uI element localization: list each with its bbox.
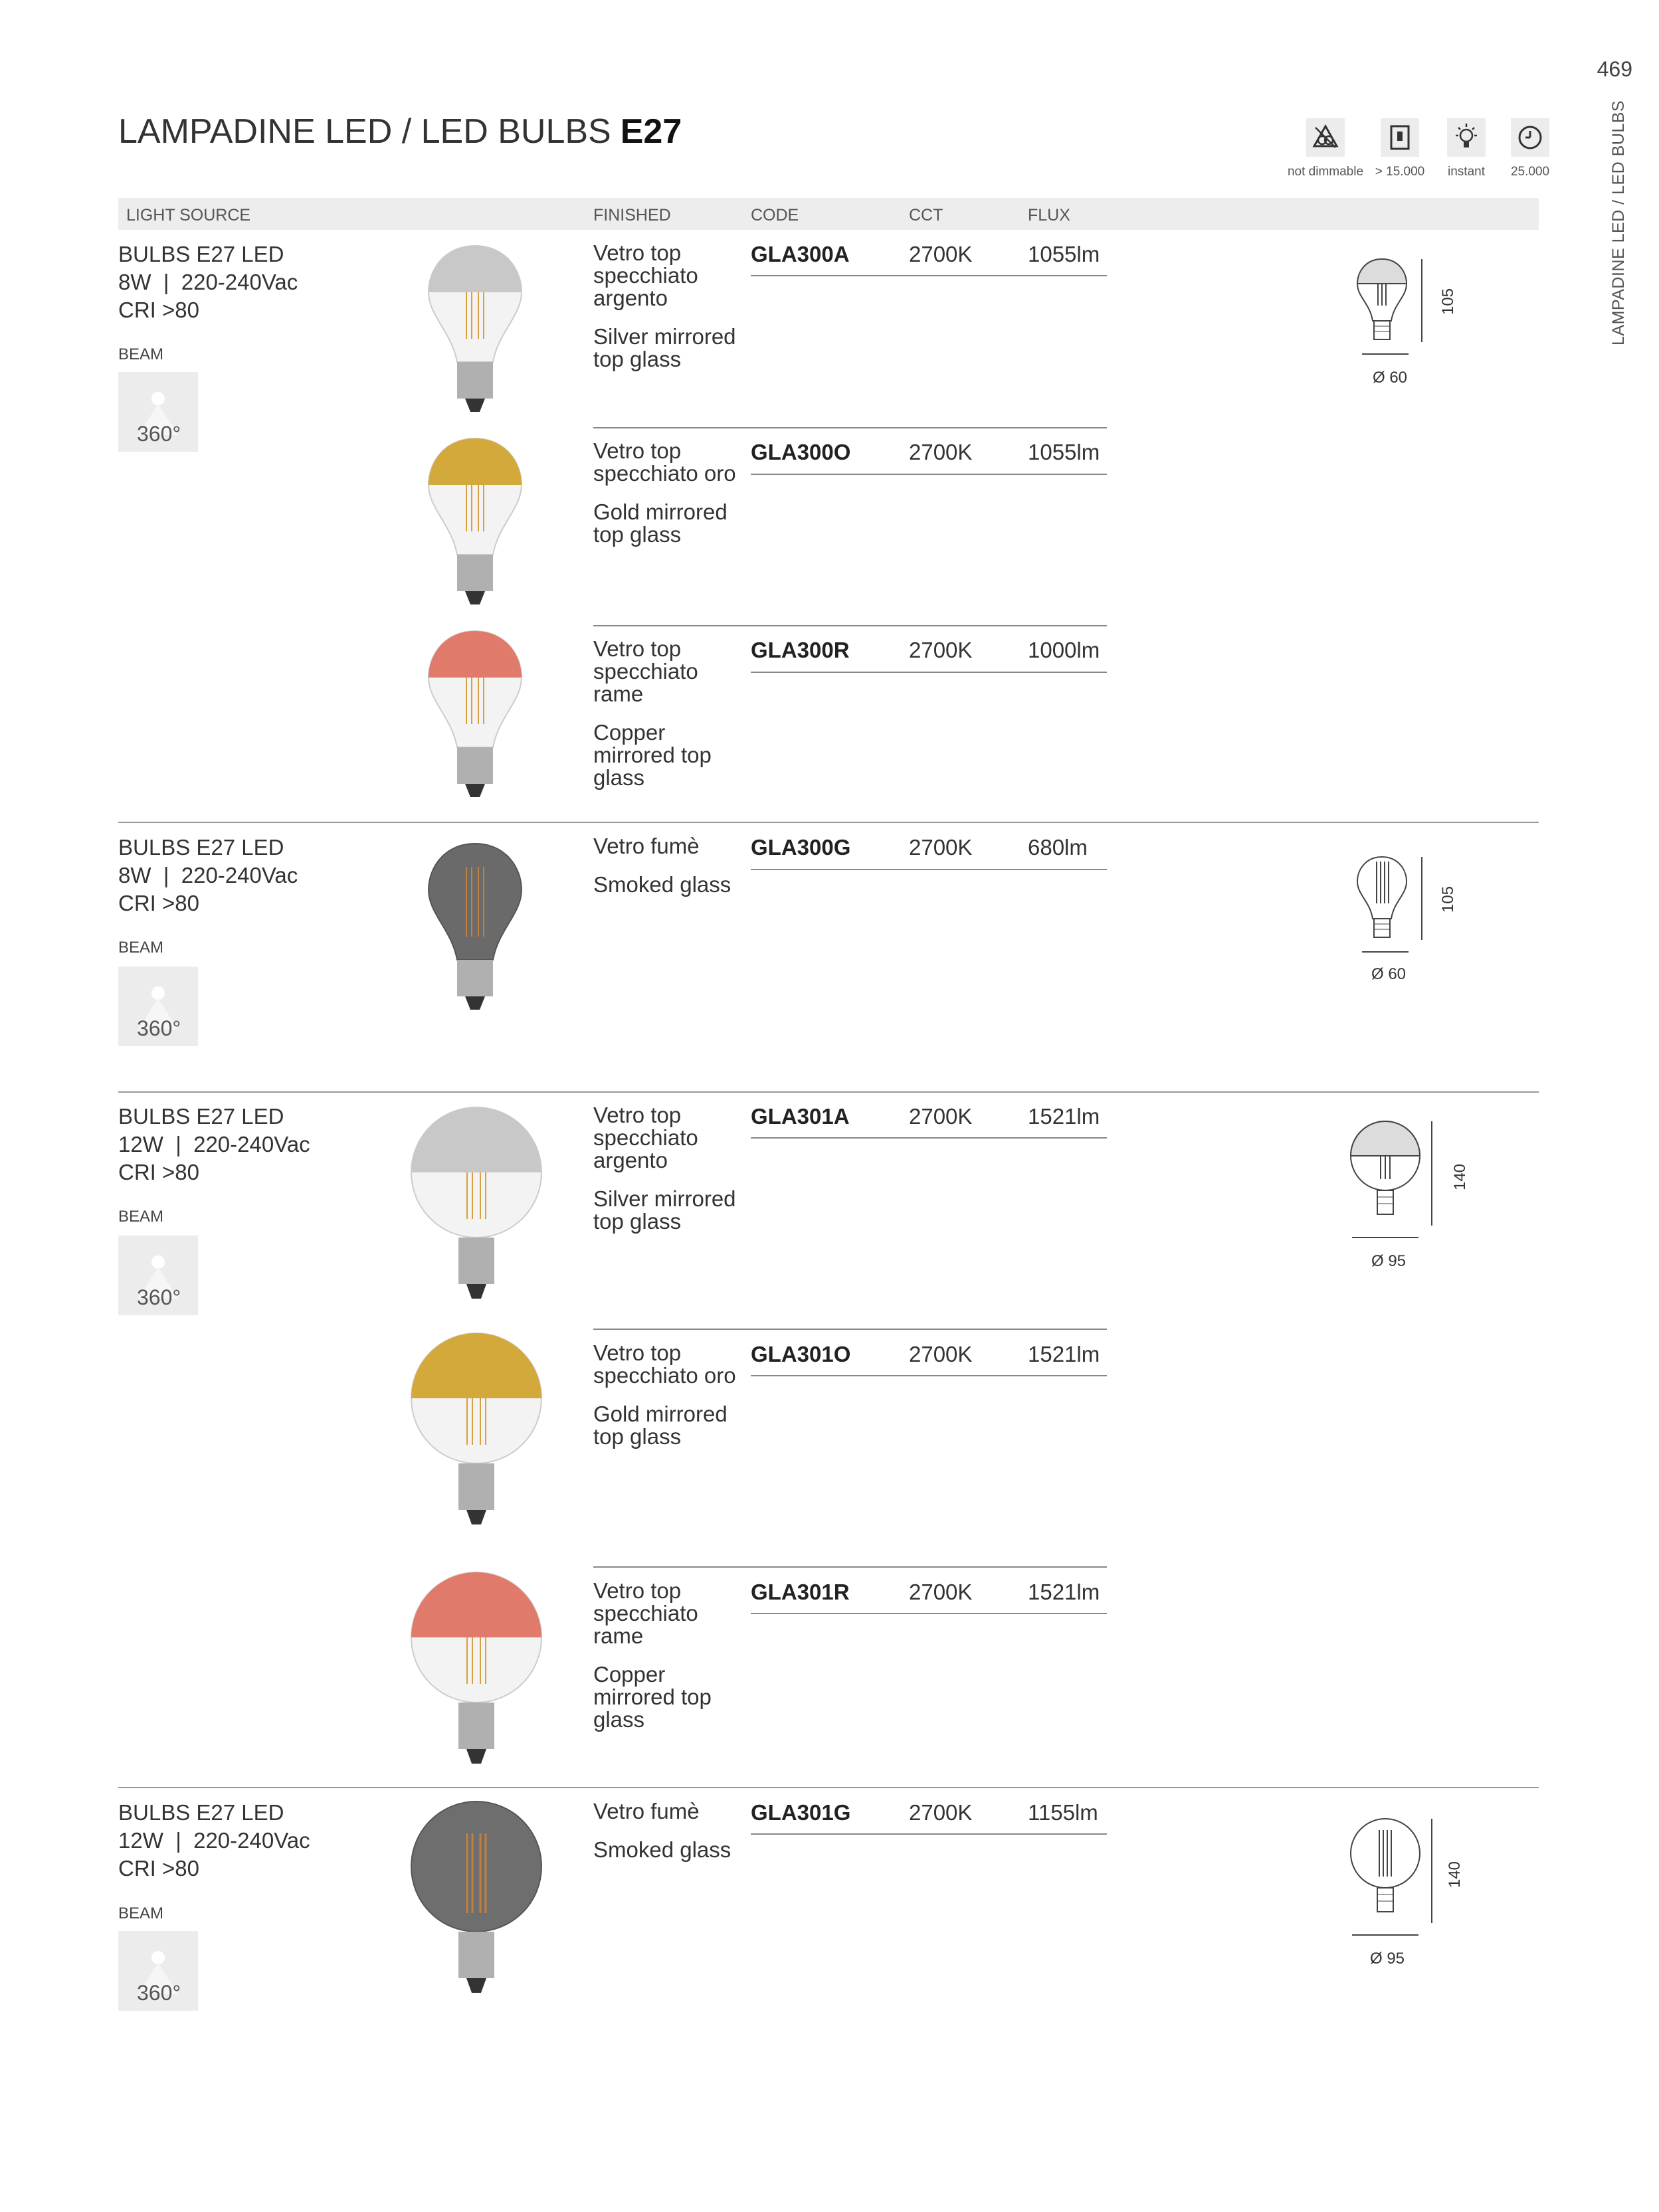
- group-cri: CRI >80: [118, 891, 199, 915]
- group-separator: [118, 1787, 1539, 1788]
- row-separator: [593, 427, 1107, 428]
- beam-value: 360°: [137, 422, 181, 446]
- finish-english: Copper mirrored top glass: [593, 720, 712, 790]
- bulb-copper-a60-image: [425, 628, 525, 800]
- dimension-drawing-g95: [1349, 1119, 1442, 1252]
- side-section-title: LAMPADINE LED / LED BULBS: [1609, 100, 1628, 345]
- finish-italian: Vetro top specchiato argento: [593, 1103, 698, 1172]
- bulb-silver-g95-image: [409, 1106, 545, 1305]
- group-name: BULBS E27 LED: [118, 835, 284, 860]
- row-underline: [751, 1833, 1107, 1835]
- dimension-diameter: Ø 60: [1373, 369, 1408, 387]
- dimension-drawing-a60: [1355, 854, 1435, 960]
- finish-english: Silver mirrored top glass: [593, 1186, 736, 1234]
- product-cct: 2700K: [909, 1342, 973, 1366]
- group-separator: [118, 822, 1539, 823]
- bulb-copper-g95-image: [409, 1571, 545, 1770]
- row-separator: [593, 625, 1107, 626]
- dimension-drawing-a60: [1355, 256, 1435, 362]
- group-separator: [118, 1091, 1539, 1093]
- product-code: GLA300G: [751, 835, 851, 860]
- dimension-height: 140: [1451, 1163, 1470, 1191]
- beam-360-icon: [118, 372, 198, 452]
- bulb-smoked-g95-image: [409, 1800, 545, 1999]
- group-power: 8W | 220-240Vac: [118, 863, 298, 887]
- feature-lifetime: [1487, 118, 1573, 179]
- row-underline: [751, 1137, 1107, 1139]
- group-3-info: [118, 1103, 310, 1186]
- bulb-gold-g95-image: [409, 1332, 545, 1531]
- title-bold: E27: [620, 112, 682, 151]
- row-underline: [751, 672, 1107, 673]
- header-finished: FINISHED: [593, 206, 671, 225]
- row-underline: [751, 474, 1107, 475]
- not-dimmable-icon: [1306, 118, 1345, 157]
- finish-english: Smoked glass: [593, 872, 732, 897]
- beam-value: 360°: [137, 1981, 181, 2005]
- product-cct: 2700K: [909, 1800, 973, 1825]
- finish-description: [593, 638, 726, 789]
- group-2-info: [118, 834, 298, 917]
- bulb-silver-a60-image: [425, 242, 525, 415]
- group-power: 8W | 220-240Vac: [118, 270, 298, 294]
- beam-label: BEAM: [118, 345, 164, 363]
- finish-italian: Vetro top specchiato rame: [593, 636, 698, 706]
- switch-cycles-icon: [1381, 118, 1419, 157]
- header-light-source: LIGHT SOURCE: [126, 206, 251, 225]
- title-main: LAMPADINE LED / LED BULBS: [118, 112, 611, 151]
- product-flux: 1521lm: [1028, 1104, 1100, 1129]
- product-flux: 1521lm: [1028, 1342, 1100, 1366]
- beam-label: BEAM: [118, 1208, 164, 1226]
- row-underline: [751, 869, 1107, 870]
- product-code: GLA301G: [751, 1800, 851, 1825]
- group-power: 12W | 220-240Vac: [118, 1828, 310, 1853]
- beam-360-icon: [118, 1931, 198, 2011]
- feature-label: 25.000: [1510, 165, 1550, 179]
- finish-italian: Vetro fumè: [593, 834, 700, 858]
- product-code: GLA300R: [751, 638, 850, 662]
- finish-description: [593, 1580, 726, 1731]
- product-cct: 2700K: [909, 242, 973, 266]
- product-cct: 2700K: [909, 835, 973, 860]
- dimension-diameter: Ø 95: [1371, 1252, 1407, 1270]
- product-flux: 1055lm: [1028, 440, 1100, 464]
- dimension-height: 140: [1446, 1861, 1464, 1889]
- beam-value: 360°: [137, 1016, 181, 1040]
- header-code: CODE: [751, 206, 799, 225]
- page-title: [118, 112, 682, 151]
- finish-italian: Vetro top specchiato argento: [593, 240, 698, 310]
- dimension-height: 105: [1439, 885, 1458, 913]
- finish-italian: Vetro top specchiato oro: [593, 1340, 736, 1388]
- beam-label: BEAM: [118, 939, 164, 957]
- instant-light-icon: [1447, 118, 1486, 157]
- row-underline: [751, 275, 1107, 276]
- dimension-drawing-g95: [1349, 1817, 1442, 1950]
- product-flux: 1000lm: [1028, 638, 1100, 662]
- row-separator: [593, 1329, 1107, 1330]
- product-cct: 2700K: [909, 440, 973, 464]
- group-1-info: [118, 240, 298, 324]
- feature-label: not dimmable: [1287, 165, 1364, 179]
- product-cct: 2700K: [909, 1580, 973, 1604]
- product-cct: 2700K: [909, 1104, 973, 1129]
- group-power: 12W | 220-240Vac: [118, 1132, 310, 1156]
- beam-360-icon: [118, 967, 198, 1046]
- group-name: BULBS E27 LED: [118, 1800, 284, 1825]
- lifetime-clock-icon: [1511, 118, 1549, 157]
- feature-label: > 15.000: [1375, 165, 1425, 179]
- product-code: GLA301R: [751, 1580, 850, 1604]
- product-code: GLA301O: [751, 1342, 851, 1366]
- header-cct: CCT: [909, 206, 943, 225]
- finish-english: Smoked glass: [593, 1837, 732, 1862]
- row-underline: [751, 1613, 1107, 1614]
- product-code: GLA300O: [751, 440, 851, 464]
- feature-not-dimmable: [1282, 118, 1369, 179]
- bulb-gold-a60-image: [425, 435, 525, 608]
- group-4-info: [118, 1799, 310, 1883]
- product-code: GLA301A: [751, 1104, 850, 1129]
- product-flux: 1155lm: [1028, 1800, 1098, 1825]
- finish-english: Copper mirrored top glass: [593, 1662, 712, 1732]
- beam-label: BEAM: [118, 1904, 164, 1922]
- finish-description: [593, 1104, 739, 1233]
- group-name: BULBS E27 LED: [118, 242, 284, 266]
- group-name: BULBS E27 LED: [118, 1104, 284, 1129]
- finish-english: Gold mirrored top glass: [593, 1402, 728, 1449]
- product-flux: 1521lm: [1028, 1580, 1100, 1604]
- group-cri: CRI >80: [118, 1856, 199, 1881]
- beam-360-icon: [118, 1236, 198, 1315]
- beam-value: 360°: [137, 1285, 181, 1309]
- product-flux: 1055lm: [1028, 242, 1100, 266]
- finish-italian: Vetro fumè: [593, 1799, 700, 1823]
- row-underline: [751, 1375, 1107, 1376]
- dimension-diameter: Ø 60: [1371, 965, 1407, 983]
- finish-description: [593, 1800, 746, 1861]
- product-flux: 680lm: [1028, 835, 1088, 860]
- finish-description: [593, 242, 739, 371]
- dimension-diameter: Ø 95: [1370, 1950, 1405, 1968]
- table-header: [118, 198, 1539, 230]
- finish-italian: Vetro top specchiato rame: [593, 1578, 698, 1648]
- product-cct: 2700K: [909, 638, 973, 662]
- feature-label: instant: [1448, 165, 1485, 179]
- finish-description: [593, 1342, 746, 1448]
- finish-english: Silver mirrored top glass: [593, 324, 736, 371]
- group-cri: CRI >80: [118, 298, 199, 322]
- bulb-smoked-a60-image: [425, 840, 525, 1013]
- finish-english: Gold mirrored top glass: [593, 500, 728, 547]
- dimension-height: 105: [1439, 288, 1458, 316]
- finish-italian: Vetro top specchiato oro: [593, 438, 736, 486]
- group-cri: CRI >80: [118, 1160, 199, 1184]
- page-number: 469: [1597, 57, 1632, 81]
- finish-description: [593, 440, 746, 546]
- finish-description: [593, 835, 746, 896]
- product-code: GLA300A: [751, 242, 850, 266]
- row-separator: [593, 1566, 1107, 1568]
- header-flux: FLUX: [1028, 206, 1070, 225]
